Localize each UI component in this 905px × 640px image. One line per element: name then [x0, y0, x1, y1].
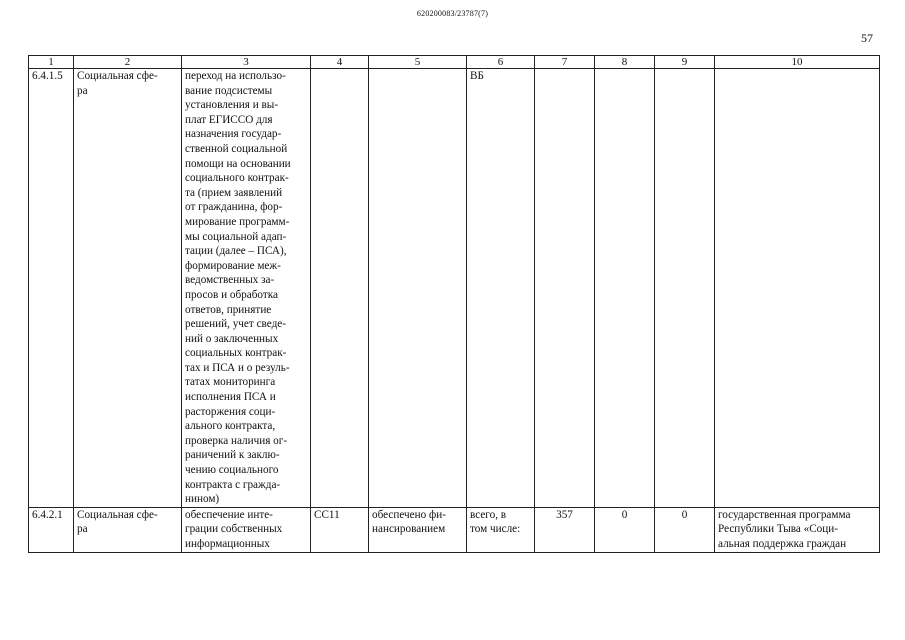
column-header: 5 [369, 56, 467, 69]
measure-description-cell: переход на использо- вание подсистемы установления и вы- плат ЕГИССО для назначения государ- ственной социальной помощи на основании социального контрак- та (прием заявлений от гражданина, фор- мирование программ- мы социальной адап- тации (далее – ПСА), формирование меж- ведомственных за- просов и обработка ответов, принятие решений, учет сведе- ний о заключенных социальных контрак- тах и ПСА и о резуль- татах мониторинга исполнения ПСА и расторжения соци- ального контракта, проверка наличия ог- раничений к заклю- чению социального контракта с гражда- нином) [182, 69, 311, 508]
value-cell: 0 [655, 507, 715, 552]
column-header: 6 [467, 56, 535, 69]
status-cell [369, 69, 467, 508]
measure-description-cell: обеспечение инте- грации собственных информационных [182, 507, 311, 552]
value-cell: 357 [535, 507, 595, 552]
page-number: 57 [861, 31, 873, 45]
sphere-cell: Социальная сфе- ра [74, 69, 182, 508]
column-header: 10 [715, 56, 880, 69]
code-cell [311, 69, 369, 508]
row-number-cell: 6.4.2.1 [29, 507, 74, 552]
code-cell: СС11 [311, 507, 369, 552]
data-table [28, 55, 880, 553]
value-cell [535, 69, 595, 508]
column-header: 3 [182, 56, 311, 69]
document-id: 620200083/23787(7) [416, 9, 489, 18]
program-cell [715, 69, 880, 508]
table-row [29, 69, 880, 508]
sphere-cell: Социальная сфе- ра [74, 507, 182, 552]
row-number-cell: 6.4.1.5 [29, 69, 74, 508]
funding-source-cell: ВБ [467, 69, 535, 508]
column-header: 8 [595, 56, 655, 69]
column-header: 7 [535, 56, 595, 69]
column-header: 9 [655, 56, 715, 69]
table-row [29, 507, 880, 552]
table-header-row [29, 56, 880, 69]
program-cell: государственная программа Республики Тыва «Соци- альная поддержка граждан [715, 507, 880, 552]
column-header: 1 [29, 56, 74, 69]
column-header: 2 [74, 56, 182, 69]
value-cell [655, 69, 715, 508]
status-cell: обеспечено фи- нансированием [369, 507, 467, 552]
funding-source-cell: всего, в том числе: [467, 507, 535, 552]
value-cell [595, 69, 655, 508]
column-header: 4 [311, 56, 369, 69]
value-cell: 0 [595, 507, 655, 552]
